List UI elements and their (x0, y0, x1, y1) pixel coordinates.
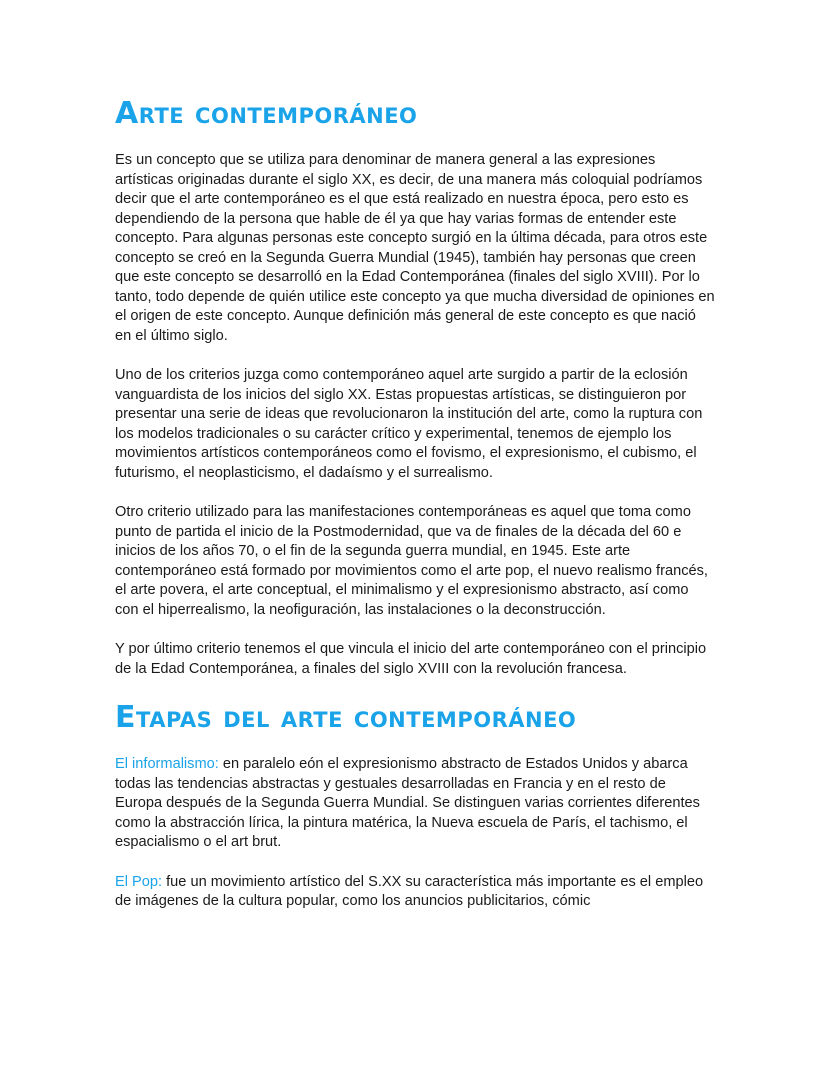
stage-text-pop: fue un movimiento artístico del S.XX su característica más importante es el empleo de imágenes de la cultura popular, como los anuncios publicitarios, cómic (115, 873, 704, 909)
stage-pop (115, 873, 715, 912)
paragraph-criterion-contemporary-age: Y por último criterio tenemos el que vincula el inicio del arte contemporáneo con el principio de la Edad Contemporánea, a finales del siglo XVIII con la revolución francesa. (115, 641, 707, 677)
paragraph-criterion-vanguard: Uno de los criterios juzga como contemporáneo aquel arte surgido a partir de la eclosión vanguardista de los inicios del siglo XX. Estas propuestas artísticas, se distinguieron por presentar una serie de ideas que revolucionaron la institución del arte, como la ruptura con los modelos tradicionales o su carácter crítico y experimental, tenemos de ejemplo los movimientos artísticos contemporáneos como el fovismo, el expresionismo, el cubismo, el futurismo, el neoplasticismo, el dadaísmo y el surrealismo. (115, 367, 703, 481)
document-page (115, 95, 715, 932)
page-title: Arte contemporáneo (115, 96, 418, 131)
stage-term-pop: El Pop: (115, 873, 163, 890)
stage-term-informalismo: El informalismo: (115, 756, 219, 772)
stage-text-informalismo: en paralelo eón el expresionismo abstracto de Estados Unidos y abarca todas las tendencias abstractas y gestuales desarrolladas en Francia y en el resto de Europa después de la Segunda Guerra Mundial. Se distinguen varias corrientes diferentes como la abstracción lírica, la pintura matérica, la Nueva escuela de París, el tachismo, el espacialismo o el art brut. (115, 756, 700, 850)
stage-informalismo (115, 755, 715, 853)
paragraph-intro: Es un concepto que se utiliza para denominar de manera general a las expresiones artísticas originadas durante el siglo XX, es decir, de una manera más coloquial podríamos decir que el arte contemporáneo es el que está realizado en nuestra época, pero esto es dependiendo de la persona que hable de él ya que hay varias formas de entender este concepto. Para algunas personas este concepto surgió en la última década, para otros este concepto se creó en la Segunda Guerra Mundial (1945), también hay personas que creen que este concepto se desarrolló en la Edad Contemporánea (finales del siglo XVIII). Por lo tanto, todo depende de quién utilice este concepto ya que mucha diversidad de opiniones en el origen de este concepto. Aunque definición más general de este concepto es que nació en el último siglo. (115, 152, 715, 344)
paragraph-criterion-postmodern: Otro criterio utilizado para las manifestaciones contemporáneas es aquel que toma como punto de partida el inicio de la Postmodernidad, que va de finales de la década del 60 e inicios de los años 70, o el fin de la segunda guerra mundial, en 1945. Este arte contemporáneo está formado por movimientos como el arte pop, el nuevo realismo francés, el arte povera, el arte conceptual, el minimalismo y el expresionismo abstracto, así como con el hiperrealismo, la neofiguración, las instalaciones o la deconstrucción. (115, 504, 708, 618)
section-title-stages: Etapas del arte contemporáneo (115, 700, 577, 735)
